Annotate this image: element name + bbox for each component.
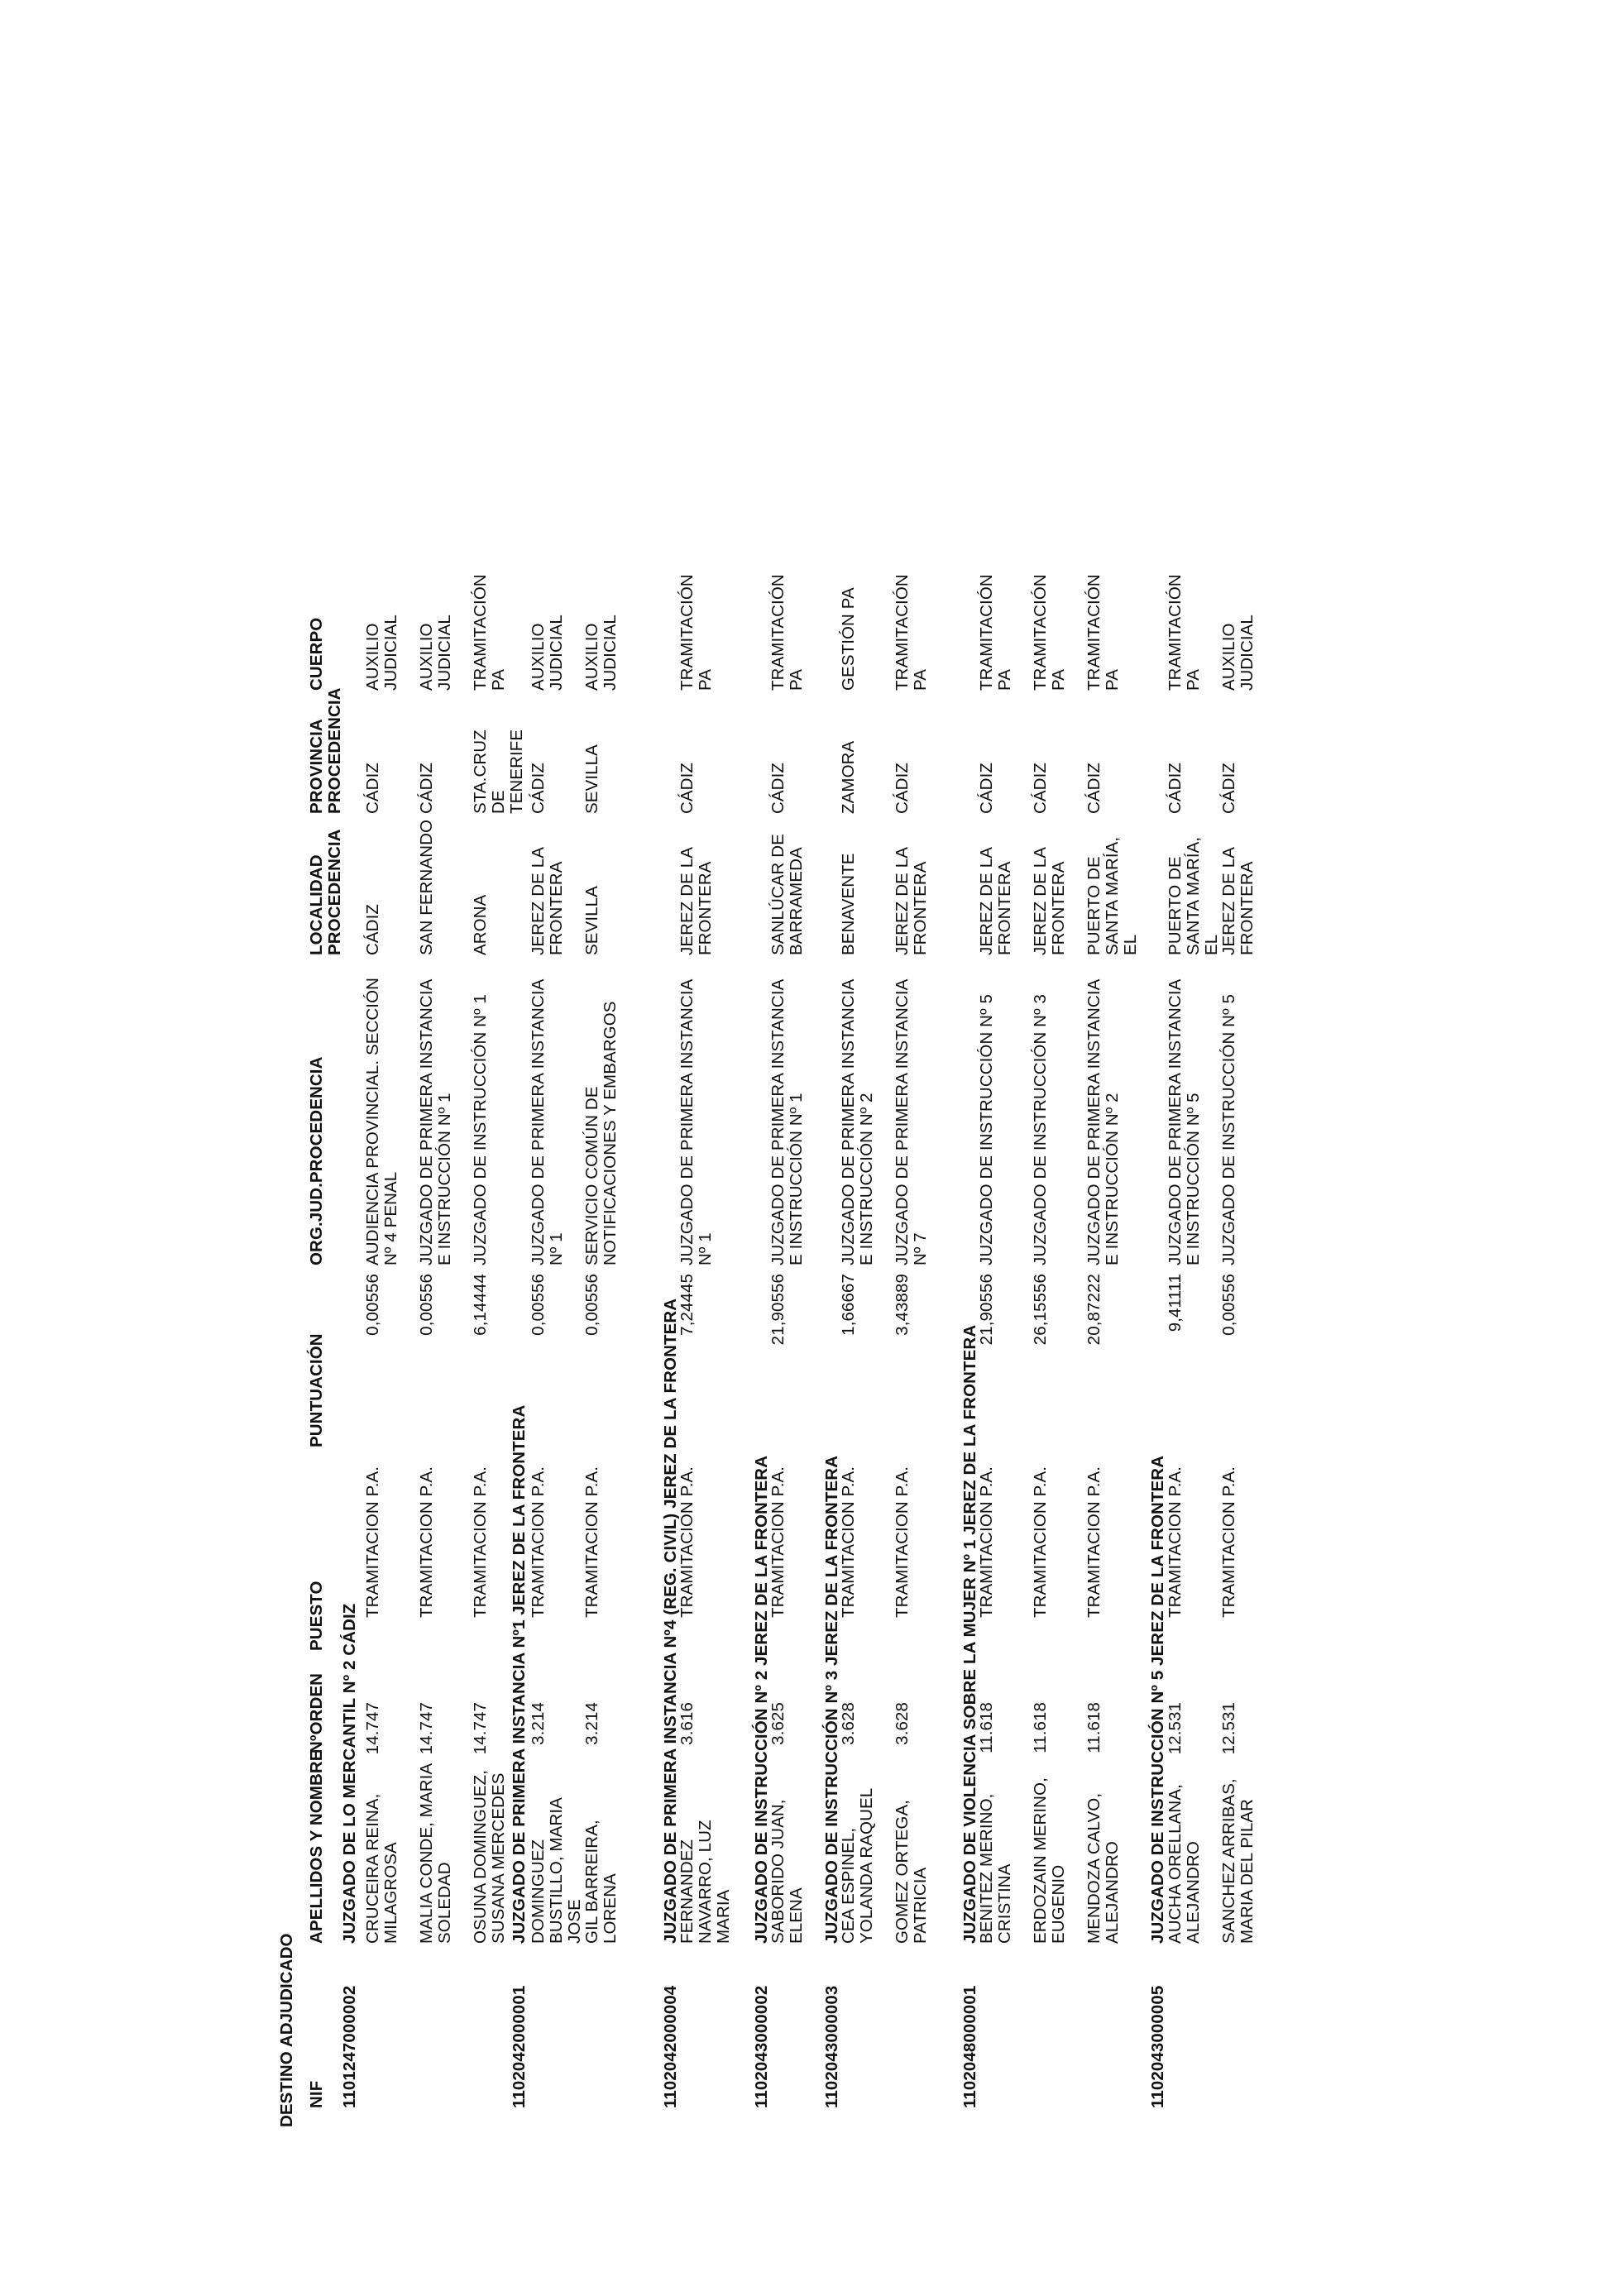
row-orden: 12.531	[1219, 1702, 1238, 1755]
row-puntuacion: 0,00556	[1219, 1274, 1238, 1336]
group-nif: 1102042000001	[510, 1985, 529, 2108]
row-puesto: TRAMITACION P.A.	[363, 1466, 382, 1618]
row-orden: 11.618	[1031, 1702, 1050, 1753]
row-puntuacion: 26,15556	[1031, 1274, 1050, 1346]
row-provincia: CÁDIZ	[417, 763, 436, 814]
row-orden: 3.616	[677, 1702, 697, 1745]
row-cuerpo: TRAMITACIÓN PA	[471, 574, 508, 691]
row-org: JUZGADO DE PRIMERA INSTANCIA E INSTRUCCIÓN Nº 1	[417, 979, 454, 1265]
row-orden: 14.747	[471, 1702, 490, 1755]
row-localidad: JEREZ DE LA FRONTERA	[893, 848, 930, 955]
row-provincia: ZAMORA	[839, 740, 858, 814]
row-localidad: JEREZ DE LA FRONTERA	[1219, 848, 1257, 955]
row-localidad: PUERTO DE SANTA MARÍA, EL	[1166, 836, 1221, 955]
row-provincia: STA.CRUZ DE TENERIFE	[471, 729, 526, 814]
row-org: JUZGADO DE INSTRUCCIÓN Nº 1	[471, 994, 490, 1265]
row-orden: 3.214	[582, 1702, 601, 1745]
row-nombre: GOMEZ ORTEGA, PATRICIA	[893, 1799, 930, 1944]
row-org: JUZGADO DE PRIMERA INSTANCIA E INSTRUCCIÓN Nº 5	[1166, 979, 1203, 1265]
row-provincia: CÁDIZ	[768, 763, 788, 814]
row-provincia: CÁDIZ	[893, 763, 912, 814]
row-puntuacion: 21,90556	[977, 1274, 996, 1346]
row-nombre: CRUCEIRA REINA, MILAGROSA	[363, 1793, 400, 1944]
column-header-localidad: LOCALIDAD PROCEDENCIA	[307, 829, 344, 955]
row-localidad: PUERTO DE SANTA MARÍA, EL	[1084, 836, 1140, 955]
group-nif: 1102042000004	[661, 1985, 680, 2108]
row-puesto: TRAMITACION P.A.	[839, 1466, 858, 1618]
row-provincia: CÁDIZ	[1166, 763, 1185, 814]
row-puntuacion: 0,00556	[363, 1274, 382, 1336]
row-provincia: CÁDIZ	[677, 763, 697, 814]
row-org: JUZGADO DE PRIMERA INSTANCIA E INSTRUCCIÓN Nº 1	[768, 979, 806, 1265]
row-puesto: TRAMITACION P.A.	[893, 1466, 912, 1618]
column-header-provincia: PROVINCIA PROCEDENCIA	[307, 687, 344, 814]
row-cuerpo: AUXILIO JUDICIAL	[1219, 615, 1257, 691]
row-nombre: SANCHEZ ARRIBAS, MARIA DEL PILAR	[1219, 1778, 1257, 1944]
row-cuerpo: GESTIÓN PA	[839, 587, 858, 691]
group-title: JUZGADO DE PRIMERA INSTANCIA Nº4 (REG. CIVIL) JEREZ DE LA FRONTERA	[661, 1298, 680, 1944]
row-nombre: MALIA CONDE, MARIA SOLEDAD	[417, 1763, 454, 1944]
row-cuerpo: AUXILIO JUDICIAL	[417, 615, 454, 691]
row-puntuacion: 0,00556	[417, 1274, 436, 1336]
row-org: SERVICIO COMÚN DE NOTIFICACIONES Y EMBARGOS	[582, 1001, 620, 1265]
section-title: DESTINO ADJUDICADO	[277, 1933, 296, 2127]
row-orden: 3.628	[893, 1702, 912, 1745]
group-title: JUZGADO DE INSTRUCCIÓN Nº 3 JEREZ DE LA FRONTERA	[822, 1455, 841, 1944]
group-nif: 1102043000002	[752, 1985, 771, 2108]
row-orden: 14.747	[363, 1702, 382, 1755]
row-org: JUZGADO DE INSTRUCCIÓN Nº 5	[977, 994, 996, 1265]
column-header-orden: NºORDEN	[307, 1672, 326, 1753]
row-nombre: SABORIDO JUAN, ELENA	[768, 1799, 806, 1944]
row-puesto: TRAMITACION P.A.	[417, 1466, 436, 1618]
row-puntuacion: 6,14444	[471, 1274, 490, 1336]
row-orden: 3.214	[529, 1702, 548, 1745]
row-orden: 3.625	[768, 1702, 788, 1745]
row-org: JUZGADO DE INSTRUCCIÓN Nº 5	[1219, 994, 1238, 1265]
group-title: JUZGADO DE INSTRUCCIÓN Nº 5 JEREZ DE LA FRONTERA	[1148, 1455, 1167, 1944]
row-cuerpo: AUXILIO JUDICIAL	[582, 615, 620, 691]
row-cuerpo: TRAMITACIÓN PA	[1084, 574, 1122, 691]
row-puntuacion: 9,41111	[1166, 1274, 1185, 1332]
row-orden: 3.628	[839, 1702, 858, 1745]
group-title: JUZGADO DE VIOLENCIA SOBRE LA MUJER Nº 1 JEREZ DE LA FRONTERA	[960, 1324, 979, 1944]
row-org: AUDIENCIA PROVINCIAL. SECCIÓN Nº 4 PENAL	[363, 977, 400, 1265]
row-nombre: GIL BARREIRA, LORENA	[582, 1820, 620, 1944]
row-nombre: ERDOZAIN MERINO, EUGENIO	[1031, 1777, 1068, 1944]
group-title: JUZGADO DE PRIMERA INSTANCIA Nº1 JEREZ DE LA FRONTERA	[510, 1404, 529, 1944]
row-provincia: CÁDIZ	[1084, 763, 1104, 814]
row-puesto: TRAMITACION P.A.	[1166, 1466, 1185, 1618]
group-title: JUZGADO DE LO MERCANTIL Nº 2 CÁDIZ	[340, 1603, 359, 1944]
row-localidad: JEREZ DE LA FRONTERA	[1031, 848, 1068, 955]
row-localidad: SAN FERNANDO	[417, 819, 436, 955]
row-nombre: DOMINGUEZ BUSTILLO, MARIA JOSE	[529, 1798, 584, 1944]
row-nombre: MENDOZA CALVO, ALEJANDRO	[1084, 1792, 1122, 1944]
row-nombre: BENITEZ MERINO, CRISTINA	[977, 1793, 1014, 1944]
row-orden: 11.618	[1084, 1702, 1104, 1753]
group-nif: 1101247000002	[340, 1985, 359, 2108]
row-cuerpo: TRAMITACIÓN PA	[677, 574, 715, 691]
row-puesto: TRAMITACION P.A.	[977, 1466, 996, 1618]
row-puesto: TRAMITACION P.A.	[582, 1466, 601, 1618]
row-puntuacion: 0,00556	[529, 1274, 548, 1336]
row-localidad: ARONA	[471, 894, 490, 955]
row-cuerpo: TRAMITACIÓN PA	[768, 574, 806, 691]
row-localidad: JEREZ DE LA FRONTERA	[977, 848, 1014, 955]
group-nif: 1102048000001	[960, 1985, 979, 2108]
row-orden: 14.747	[417, 1702, 436, 1755]
row-provincia: CÁDIZ	[529, 763, 548, 814]
row-org: JUZGADO DE PRIMERA INSTANCIA Nº 1	[677, 979, 715, 1265]
row-localidad: BENAVENTE	[839, 853, 858, 955]
column-header-puntuacion: PUNTUACIÓN	[307, 1333, 326, 1447]
row-nombre: OSUNA DOMINGUEZ, SUSANA MERCEDES	[471, 1769, 508, 1944]
row-cuerpo: TRAMITACIÓN PA	[977, 574, 1014, 691]
row-puesto: TRAMITACION P.A.	[1219, 1466, 1238, 1618]
row-provincia: CÁDIZ	[1031, 763, 1050, 814]
row-nombre: AUCHA ORELLANA, ALEJANDRO	[1166, 1784, 1203, 1944]
group-nif: 1102043000005	[1148, 1985, 1167, 2108]
row-puesto: TRAMITACION P.A.	[1031, 1466, 1050, 1618]
row-org: JUZGADO DE PRIMERA INSTANCIA E INSTRUCCIÓN Nº 2	[1084, 979, 1122, 1265]
row-cuerpo: AUXILIO JUDICIAL	[363, 615, 400, 691]
column-header-nombre: APELLIDOS Y NOMBRE	[307, 1749, 326, 1944]
row-localidad: SANLÚCAR DE BARRAMEDA	[768, 834, 806, 955]
row-org: JUZGADO DE INSTRUCCIÓN Nº 3	[1031, 994, 1050, 1265]
row-provincia: CÁDIZ	[363, 763, 382, 814]
row-orden: 11.618	[977, 1702, 996, 1753]
row-nombre: CEA ESPINEL, YOLANDA RAQUEL	[839, 1787, 876, 1944]
column-header-puesto: PUESTO	[307, 1581, 326, 1651]
row-nombre: FERNANDEZ NAVARRO, LUZ MARIA	[677, 1820, 733, 1944]
row-puntuacion: 3,43889	[893, 1274, 912, 1336]
row-puesto: TRAMITACION P.A.	[768, 1466, 788, 1618]
row-provincia: SEVILLA	[582, 744, 601, 814]
row-puesto: TRAMITACION P.A.	[1084, 1466, 1104, 1618]
row-puntuacion: 20,87222	[1084, 1274, 1104, 1346]
row-localidad: CÁDIZ	[363, 904, 382, 955]
column-header-cuerpo: CUERPO	[307, 617, 326, 691]
row-org: JUZGADO DE PRIMERA INSTANCIA E INSTRUCCIÓN Nº 2	[839, 979, 876, 1265]
row-org: JUZGADO DE PRIMERA INSTANCIA Nº 7	[893, 979, 930, 1265]
row-puntuacion: 7,24445	[677, 1274, 697, 1336]
row-localidad: JEREZ DE LA FRONTERA	[677, 848, 715, 955]
row-cuerpo: TRAMITACIÓN PA	[1166, 574, 1203, 691]
row-cuerpo: TRAMITACIÓN PA	[893, 574, 930, 691]
row-cuerpo: TRAMITACIÓN PA	[1031, 574, 1068, 691]
group-nif: 1102043000003	[822, 1985, 841, 2108]
row-orden: 12.531	[1166, 1702, 1185, 1755]
row-puntuacion: 0,00556	[582, 1274, 601, 1336]
row-puesto: TRAMITACION P.A.	[529, 1466, 548, 1618]
column-header-nif: NIF	[307, 2080, 326, 2108]
row-puntuacion: 21,90556	[768, 1274, 788, 1346]
group-title: JUZGADO DE INSTRUCCIÓN Nº 2 JEREZ DE LA FRONTERA	[752, 1455, 771, 1944]
row-org: JUZGADO DE PRIMERA INSTANCIA Nº 1	[529, 979, 566, 1265]
row-puntuacion: 1,66667	[839, 1274, 858, 1336]
row-provincia: CÁDIZ	[977, 763, 996, 814]
row-cuerpo: AUXILIO JUDICIAL	[529, 615, 566, 691]
row-provincia: CÁDIZ	[1219, 763, 1238, 814]
row-puesto: TRAMITACION P.A.	[471, 1466, 490, 1618]
row-localidad: SEVILLA	[582, 886, 601, 955]
column-header-org: ORG.JUD.PROCEDENCIA	[307, 1056, 326, 1265]
row-puesto: TRAMITACION P.A.	[677, 1466, 697, 1618]
row-localidad: JEREZ DE LA FRONTERA	[529, 848, 566, 955]
